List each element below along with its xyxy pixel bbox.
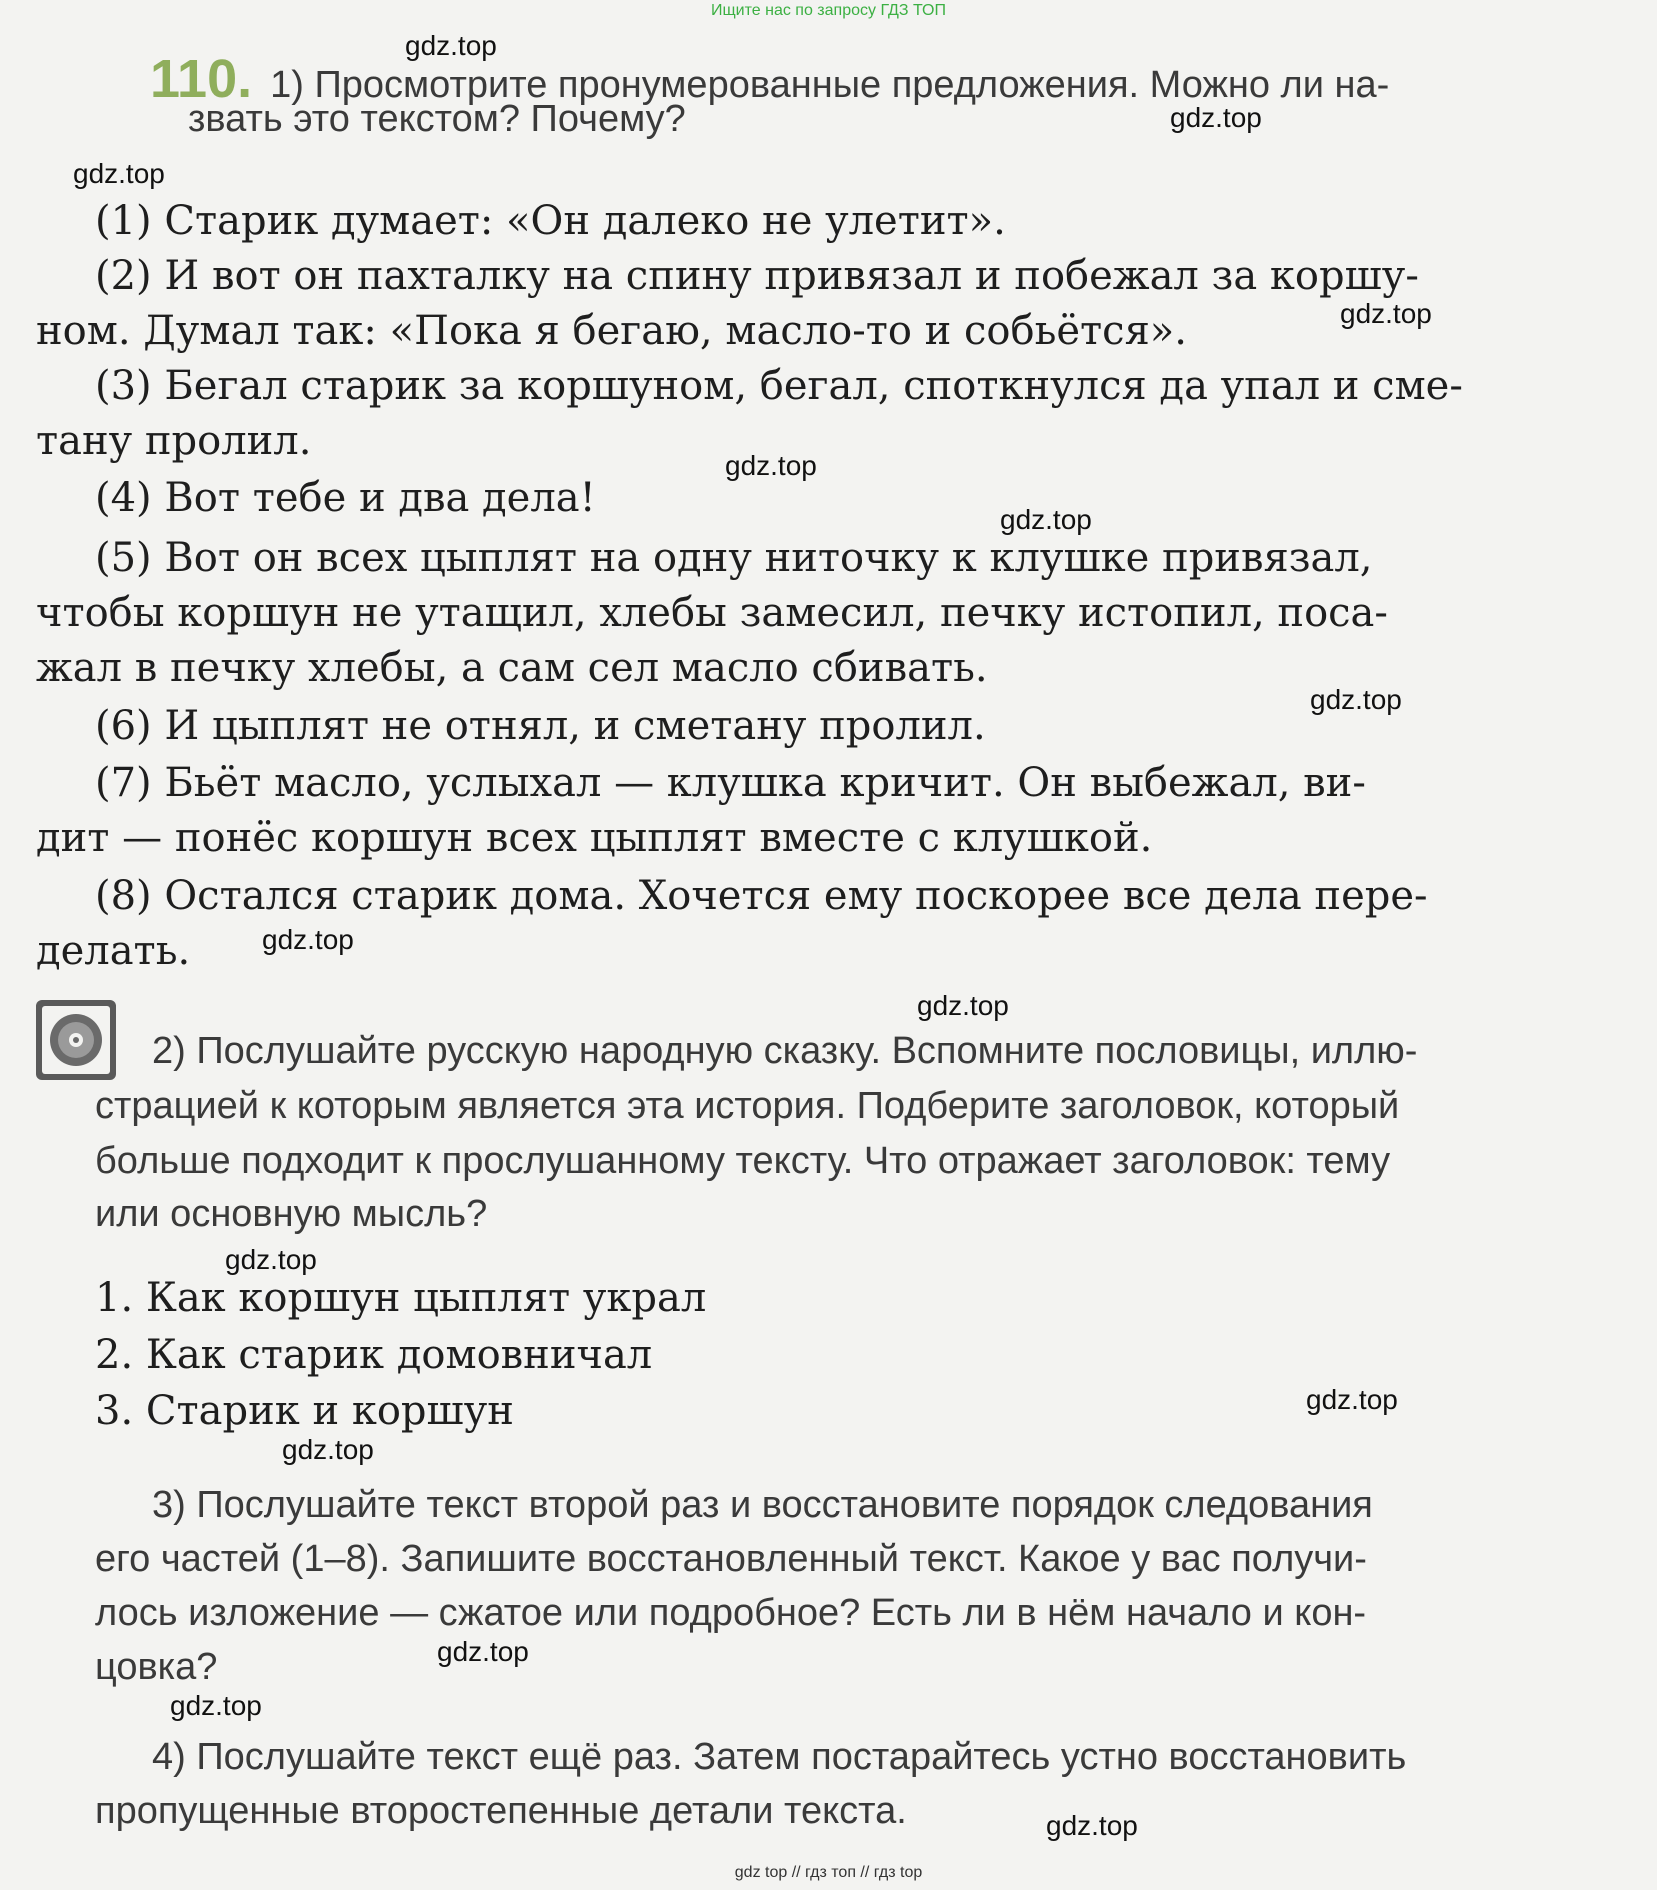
audio-disc-icon[interactable] bbox=[36, 1000, 116, 1080]
part2-line: или основную мысль? bbox=[95, 1193, 488, 1235]
watermark: gdz.top bbox=[405, 30, 497, 61]
watermark: gdz.top bbox=[225, 1244, 317, 1275]
part4-line: пропущенные второстепенные детали текста. bbox=[95, 1790, 907, 1832]
sentence-line: чтобы коршун не утащил, хлебы замесил, печку истопил, поса- bbox=[36, 590, 1388, 636]
part2-line: 2) Послушайте русскую народную сказку. Вспомните пословицы, иллю- bbox=[152, 1030, 1418, 1072]
title-option: 1. Как коршун цыплят украл bbox=[95, 1275, 707, 1321]
watermark: gdz.top bbox=[1000, 504, 1092, 535]
sentence-line: (7) Бьёт масло, услыхал — клушка кричит. Он выбежал, ви- bbox=[95, 760, 1366, 806]
part2-line: больше подходит к прослушанному тексту. Что отражает заголовок: тему bbox=[95, 1140, 1391, 1182]
sentence-line: (6) И цыплят не отнял, и сметану пролил. bbox=[95, 703, 986, 749]
watermark: gdz.top bbox=[170, 1690, 262, 1721]
watermark: gdz.top bbox=[917, 990, 1009, 1021]
watermark: gdz.top bbox=[1340, 298, 1432, 329]
watermark: gdz.top bbox=[1310, 684, 1402, 715]
task-number: 110. bbox=[150, 49, 253, 109]
sentence-line: (3) Бегал старик за коршуном, бегал, споткнулся да упал и сме- bbox=[95, 363, 1463, 409]
sentence-line: жал в печку хлебы, а сам сел масло сбивать. bbox=[36, 645, 988, 691]
sentence-line: делать. bbox=[36, 928, 191, 974]
sentence-line: (8) Остался старик дома. Хочется ему поскорее все дела пере- bbox=[95, 873, 1428, 919]
part2-line: страцией к которым является эта история. Подберите заголовок, который bbox=[95, 1085, 1400, 1127]
top-banner: Ищите нас по запросу ГДЗ ТОП bbox=[711, 2, 946, 19]
watermark: gdz.top bbox=[262, 924, 354, 955]
watermark: gdz.top bbox=[1046, 1810, 1138, 1841]
sentence-line: (5) Вот он всех цыплят на одну ниточку к клушке привязал, bbox=[95, 535, 1373, 581]
watermark: gdz.top bbox=[437, 1636, 529, 1667]
part4-line: 4) Послушайте текст ещё раз. Затем постарайтесь устно восстановить bbox=[152, 1736, 1407, 1778]
bottom-banner: gdz top // гдз топ // гдз top bbox=[734, 1864, 923, 1881]
watermark: gdz.top bbox=[282, 1434, 374, 1465]
part1-line-1: 1) Просмотрите пронумерованные предложения. Можно ли на- bbox=[270, 64, 1390, 106]
watermark: gdz.top bbox=[1306, 1384, 1398, 1415]
sentence-line: ном. Думал так: «Пока я бегаю, масло-то и собьётся». bbox=[36, 308, 1187, 354]
part3-line: лось изложение — сжатое или подробное? Есть ли в нём начало и кон- bbox=[95, 1592, 1367, 1634]
sentence-line: тану пролил. bbox=[36, 418, 312, 464]
part1-line-2: звать это текстом? Почему? bbox=[188, 98, 686, 140]
title-option: 3. Старик и коршун bbox=[95, 1388, 514, 1434]
part3-line: его частей (1–8). Запишите восстановленный текст. Какое у вас получи- bbox=[95, 1538, 1367, 1580]
title-option: 2. Как старик домовничал bbox=[95, 1332, 653, 1378]
part3-line: цовка? bbox=[95, 1646, 218, 1688]
part3-line: 3) Послушайте текст второй раз и восстановите порядок следования bbox=[152, 1484, 1373, 1526]
watermark: gdz.top bbox=[73, 158, 165, 189]
sentence-line: дит — понёс коршун всех цыплят вместе с клушкой. bbox=[36, 815, 1153, 861]
watermark: gdz.top bbox=[1170, 102, 1262, 133]
sentence-line: (1) Старик думает: «Он далеко не улетит». bbox=[95, 198, 1006, 244]
sentence-line: (4) Вот тебе и два дела! bbox=[95, 475, 596, 521]
watermark: gdz.top bbox=[725, 450, 817, 481]
sentence-line: (2) И вот он пахталку на спину привязал и побежал за коршу- bbox=[95, 253, 1419, 299]
